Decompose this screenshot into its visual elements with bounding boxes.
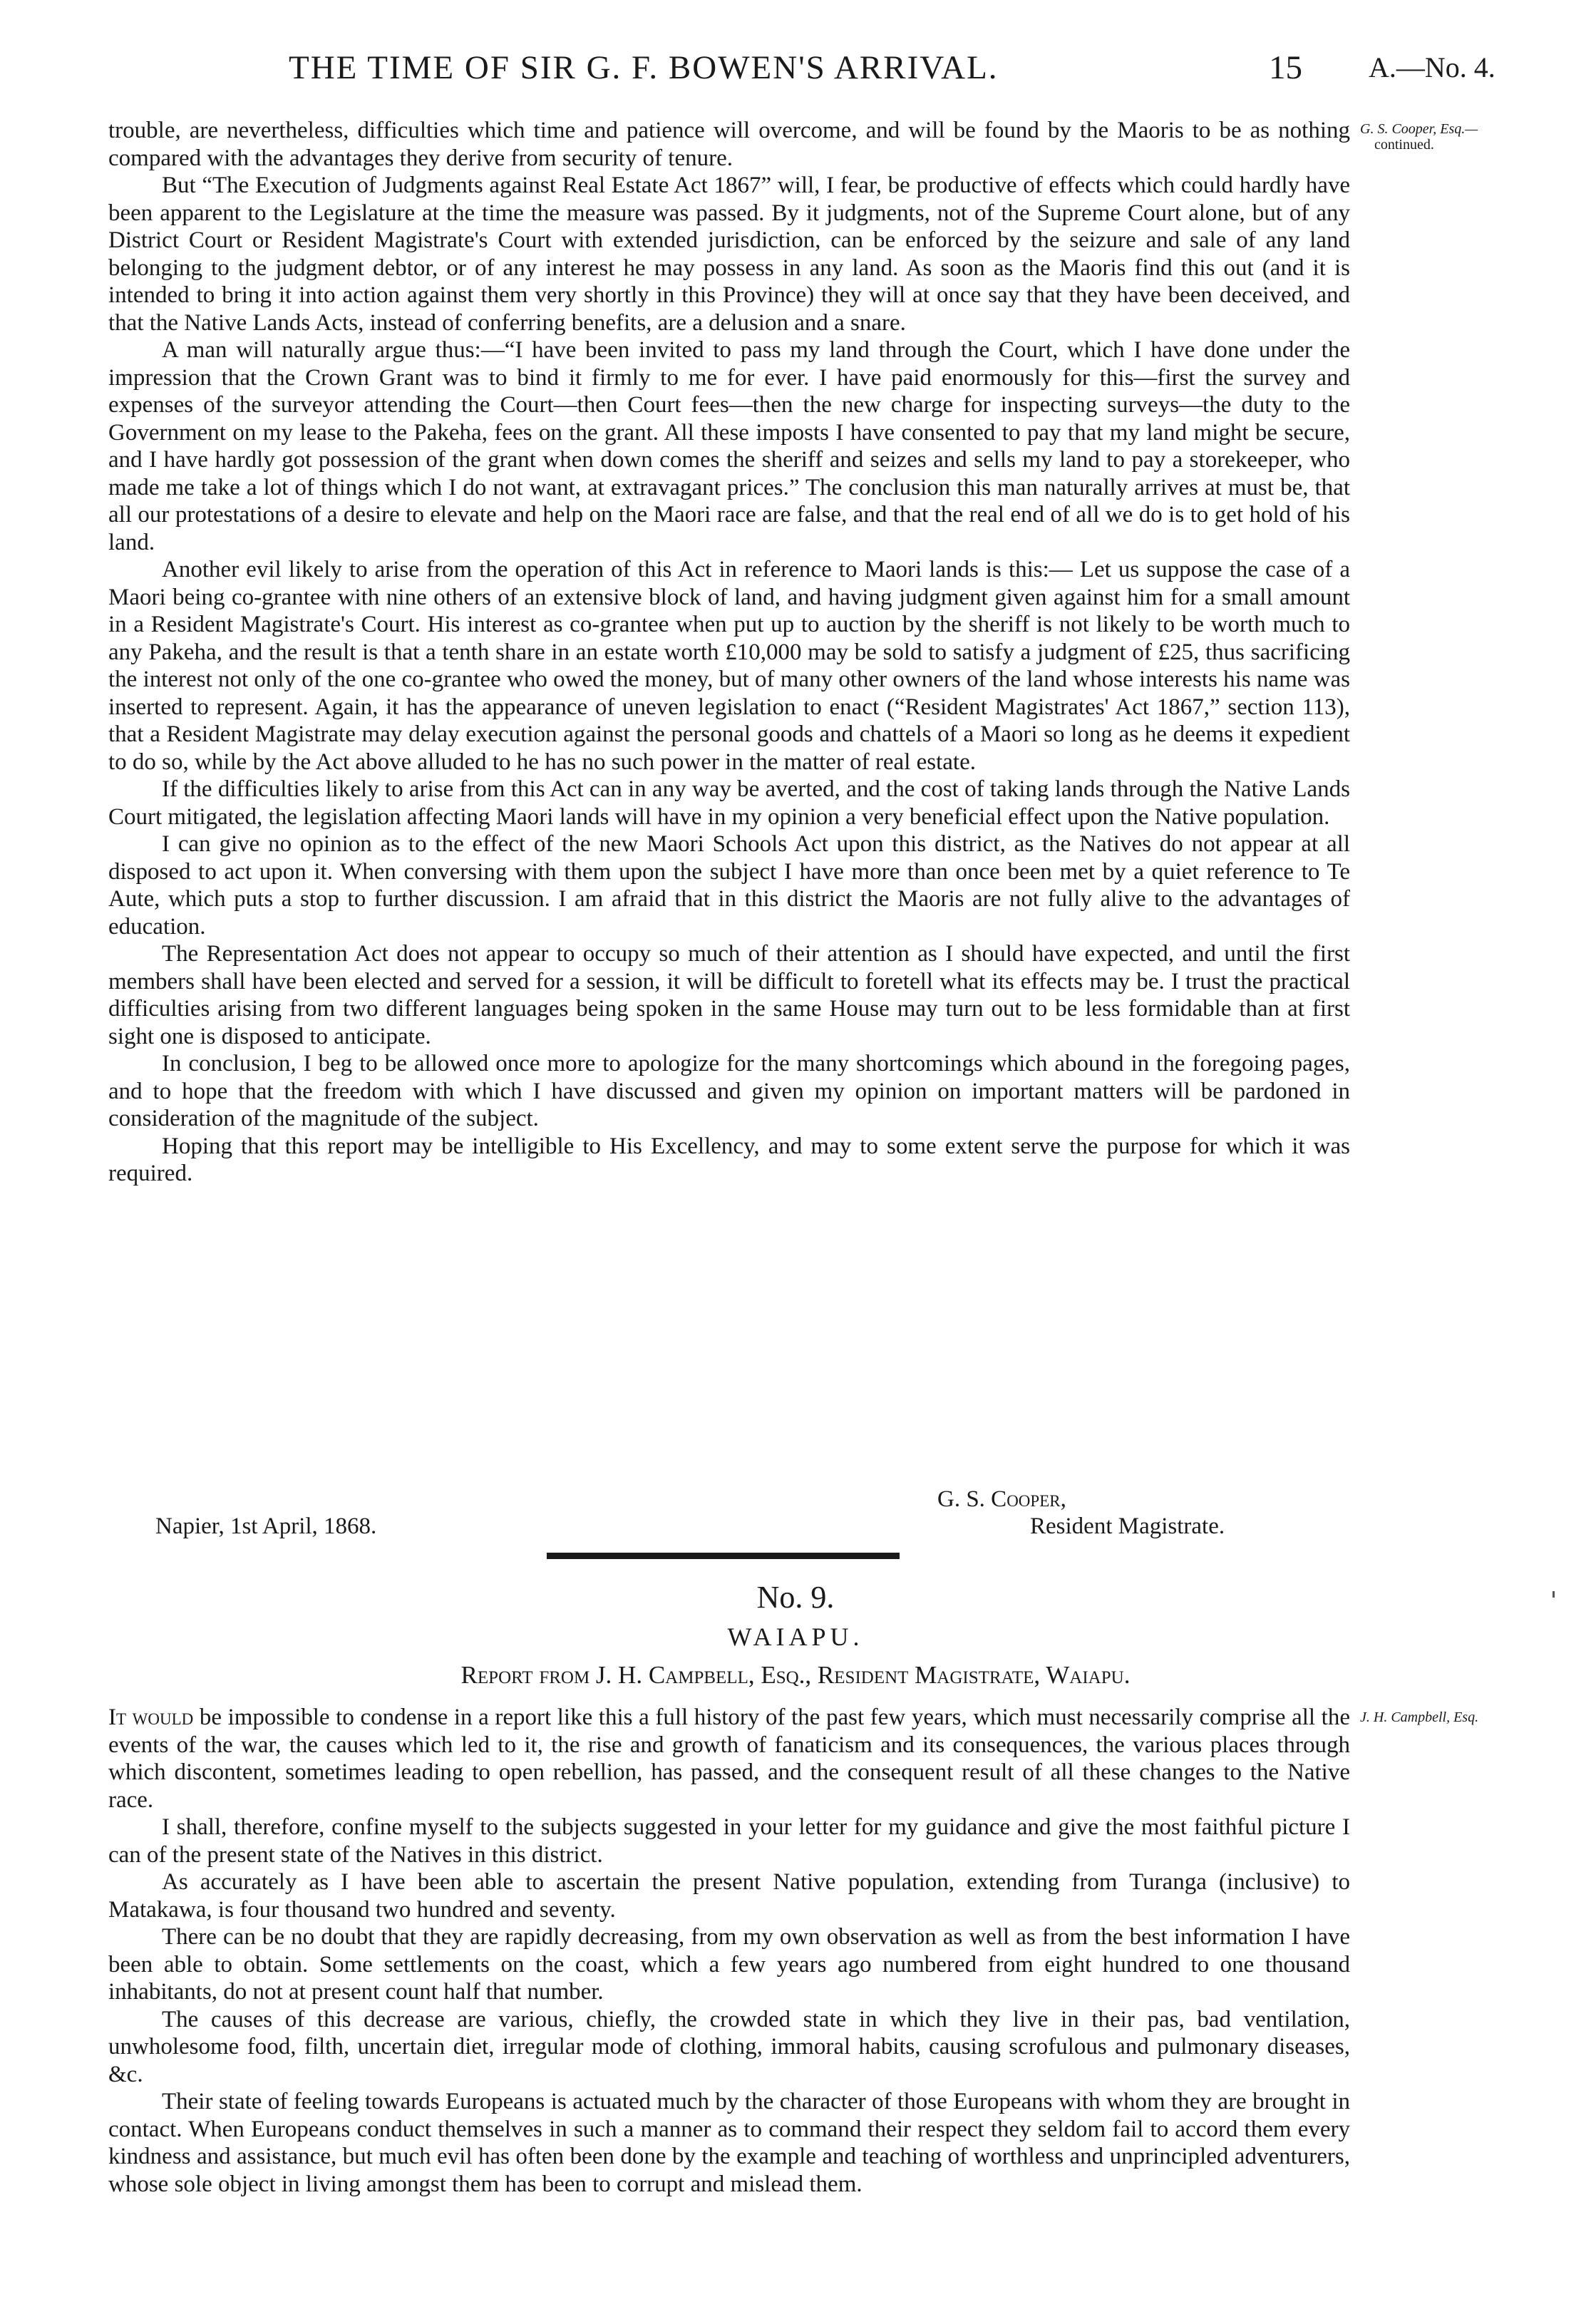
section-divider (547, 1553, 900, 1559)
body-paragraph: Their state of feeling towards Europeans is actuated much by the character of those Europeans with whom they are brought in contact. When Europeans conduct themselves in such a manner as to command their respect they seldom fail to accord them every kindness and assistance, but much evil has often been done by the example and teaching of worthless and unprincipled adventurers, whose sole object in living amongst them has been to corrupt and mislead them. (108, 2089, 1350, 2197)
body-paragraph (108, 1704, 1350, 1814)
section-report-heading: Report from J. H. Campbell, Esq., Resident Magistrate, Waiapu. (460, 1661, 1131, 1689)
document-reference: A.—No. 4. (1369, 51, 1495, 83)
drop-words: It would (108, 1705, 194, 1730)
signature-title: Resident Magistrate. (1030, 1513, 1225, 1539)
margin-note-cooper (1360, 121, 1531, 153)
body-paragraph: I shall, therefore, confine myself to the subjects suggested in your letter for my guidance and give the most faithful picture I can of the present state of the Natives in this district. (108, 1814, 1350, 1868)
body-paragraph: I can give no opinion as to the effect of the new Maori Schools Act upon this district, as the Natives do not appear at all disposed to act upon it. When conversing with them upon the subject I have more than once been met by a quiet reference to Te Aute, which puts a stop to further discussion. I am afraid that in this district the Maoris are not fully alive to the advantages of education. (108, 831, 1350, 940)
body-paragraph: A man will naturally argue thus:—“I have been invited to pass my land through the Court, which I have done under the impression that the Crown Grant was to bind it firmly to me for ever. I have paid enormously for this—first the survey and expenses of the surveyor attending the Court—then Court fees—then the new charge for inspecting surveys—the duty to the Government on my lease to the Pakeha, fees on the grant. All these imposts I have consented to pay that my land might be secure, and I have hardly got possession of the grant when down comes the sheriff and seizes and sells my land to pay a storekeeper, who made me take a lot of things which I do not want, at extravagant prices.” The conclusion this man naturally arrives at must be, that all our protestations of a desire to elevate and help on the Maori race are false, and that the real end of all we do is to get hold of his land. (108, 337, 1350, 555)
margin-note-campbell (1360, 1709, 1531, 1725)
running-title: THE TIME OF SIR G. F. BOWEN'S ARRIVAL. (289, 49, 999, 86)
page-header (107, 48, 1525, 91)
signature-name: G. S. Cooper, (937, 1486, 1066, 1512)
section-number: No. 9. (756, 1580, 835, 1615)
cooper-report-body (108, 117, 1350, 1188)
body-paragraph: As accurately as I have been able to ascertain the present Native population, extending from Turanga (inclusive) to Matakawa, is four thousand two hundred and seventy. (108, 1869, 1350, 1923)
body-paragraph: If the difficulties likely to arise from this Act can in any way be averted, and the cost of taking lands through the Native Lands Court mitigated, the legislation affecting Maori lands will have in my opinion a very beneficial effect upon the Native population. (108, 776, 1350, 830)
page-number: 15 (1269, 49, 1302, 86)
margin-note-cooper-name: G. S. Cooper, Esq.— (1360, 121, 1478, 137)
margin-note-campbell-name: J. H. Campbell, Esq. (1360, 1709, 1479, 1725)
section-place: WAIAPU. (727, 1623, 864, 1651)
body-paragraph: In conclusion, I beg to be allowed once more to apologize for the many shortcomings which abound in the foregoing pages, and to hope that the freedom with which I have discussed and given my opinion on important matters will be pardoned in consideration of the magnitude of the subject. (108, 1051, 1350, 1131)
body-paragraph: The causes of this decrease are various, chiefly, the crowded state in which they live in their pas, bad ventilation, unwholesome food, filth, uncertain diet, irregular mode of clothing, immoral habits, causing scrofulous and pulmonary diseases, &c. (108, 2006, 1350, 2087)
body-paragraph: Hoping that this report may be intelligible to His Excellency, and may to some extent serve the purpose for which it was required. (108, 1133, 1350, 1186)
campbell-report-body (108, 1704, 1350, 2198)
signature-date: Napier, 1st April, 1868. (155, 1513, 377, 1539)
body-paragraph: The Representation Act does not appear to occupy so much of their attention as I should have expected, and until the first members shall have been elected and served for a session, it will be difficult to foretell what its effects may be. I trust the practical difficulties arising from two different languages being spoken in the same House may turn out to be less formidable than at first sight one is disposed to anticipate. (108, 941, 1350, 1049)
body-paragraph: Another evil likely to arise from the operation of this Act in reference to Maori lands is this:— Let us suppose the case of a Maori being co-grantee with nine others of an extensive block of land, and having judgment given against him for a small amount in a Resident Magistrate's Court. His interest as co-grantee when put up to auction by the sheriff is not likely to be worth much to any Pakeha, and the result is that a tenth share in an estate worth £10,000 may be sold to satisfy a judgment of £25, thus sacrificing the interest not only of the one co-grantee who owed the money, but of many other owners of the land whose interests his name was inserted to represent. Again, it has the appearance of uneven legislation to enact (“Resident Magistrates' Act 1867,” section 113), that a Resident Magistrate may delay execution against the personal goods and chattels of a Maori so long as he deems it expedient to do so, while by the Act above alluded to he has no such power in the matter of real estate. (108, 557, 1350, 775)
first-paragraph-text: be impossible to condense in a report like this a full history of the past few years, which must necessarily comprise all the events of the war, the causes which led to it, the rise and growth of fanaticism and its consequences, the various places through which discontent, sometimes leading to open rebellion, has passed, and the consequent result of all these changes to the Native race. (108, 1705, 1350, 1813)
body-paragraph: There can be no doubt that they are rapidly decreasing, from my own observation as well as from the best information I have been able to obtain. Some settlements on the coast, which a few years ago numbered from eight hundred to one thousand inhabitants, do not at present count half that number. (108, 1924, 1350, 2005)
body-paragraph: But “The Execution of Judgments against Real Estate Act 1867” will, I fear, be productive of effects which could hardly have been apparent to the Legislature at the time the measure was passed. By it judgments, not of the Supreme Court alone, but of any District Court or Resident Magistrate's Court with extended jurisdiction, can be enforced by the seizure and sale of any land belonging to the judgment debtor, or of any interest he may possess in any land. As soon as the Maoris find this out (and it is intended to bring it into action against them very shortly in this Province) they will at once say that they have been deceived, and that the Native Lands Acts, instead of conferring benefits, are a delusion and a snare. (108, 173, 1350, 336)
margin-note-cooper-continued: continued. (1374, 137, 1434, 153)
body-paragraph: trouble, are nevertheless, difficulties which time and patience will overcome, and will be found by the Maoris to be as nothing compared with the advantages they derive from security of tenure. (108, 118, 1350, 171)
